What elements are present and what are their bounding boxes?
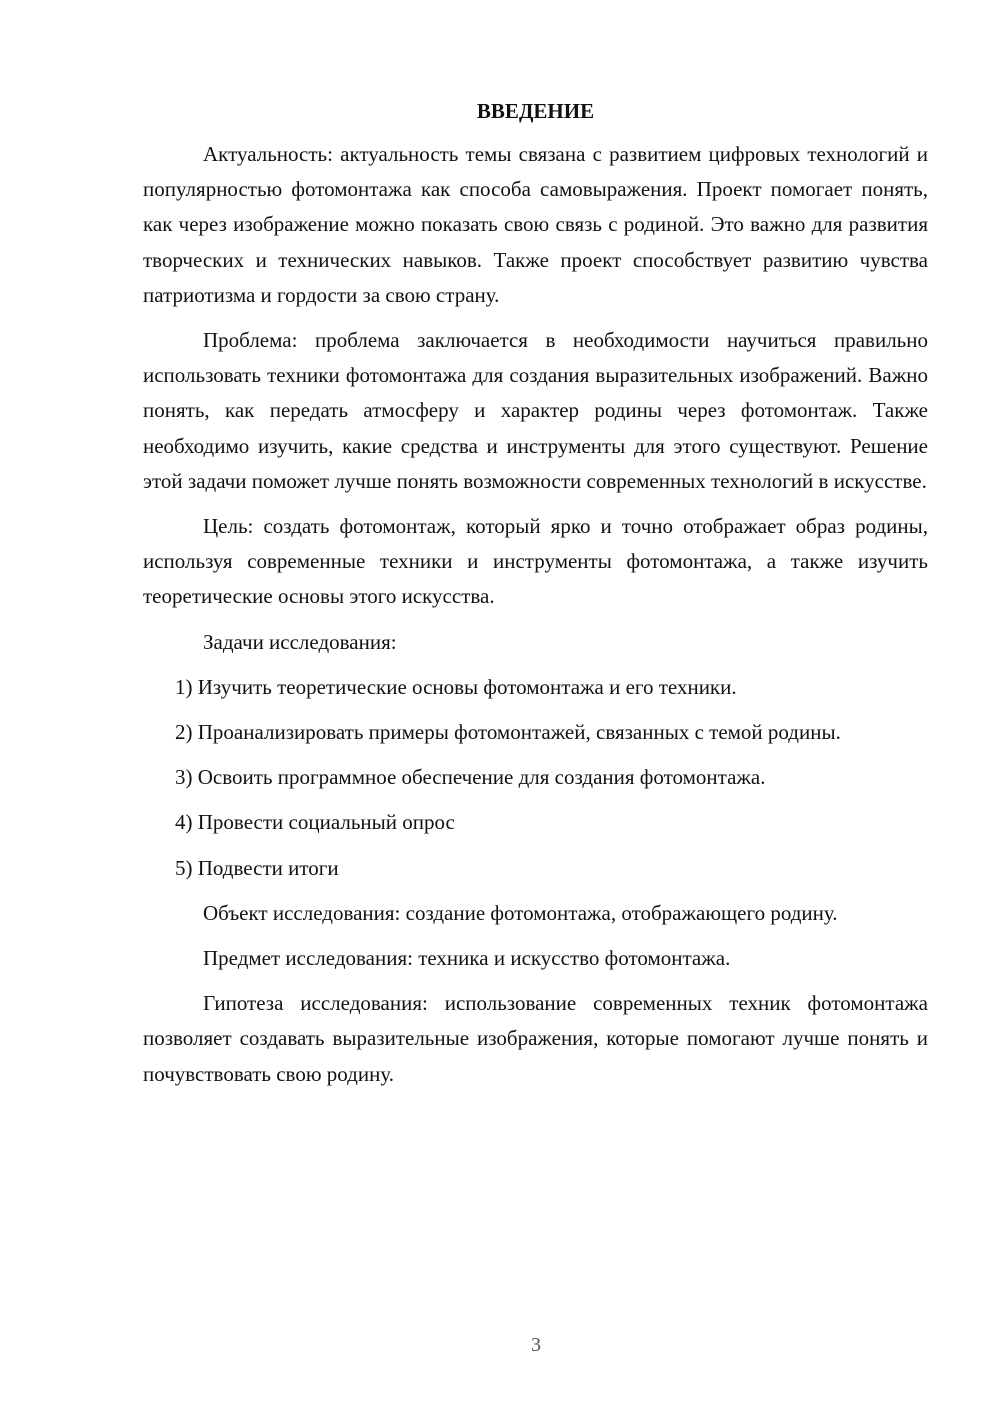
subject-paragraph: Предмет исследования: техника и искусство фотомонтажа. bbox=[203, 946, 731, 971]
task-item-1: 1) Изучить теоретические основы фотомонтажа и его техники. bbox=[175, 674, 737, 699]
page-number: 3 bbox=[531, 1334, 541, 1356]
task-item-4: 4) Провести социальный опрос bbox=[175, 810, 455, 835]
task-item-3: 3) Освоить программное обеспечение для создания фотомонтажа. bbox=[175, 765, 766, 790]
goal-paragraph: Цель: создать фотомонтаж, который ярко и точно отображает образ родины, используя современные техники и инструменты фотомонтажа, а также изучить теоретические основы этого искусства. bbox=[143, 514, 928, 609]
task-item-5: 5) Подвести итоги bbox=[175, 855, 339, 880]
page-title: ВВЕДЕНИЕ bbox=[476, 99, 595, 123]
tasks-heading: Задачи исследования: bbox=[203, 629, 397, 654]
task-item-2: 2) Проанализировать примеры фотомонтажей, связанных с темой родины. bbox=[175, 720, 841, 745]
hypothesis-paragraph: Гипотеза исследования: использование современных техник фотомонтажа позволяет создавать выразительные изображения, которые помогают лучше понять и почувствовать свою родину. bbox=[143, 991, 928, 1086]
object-paragraph: Объект исследования: создание фотомонтажа, отображающего родину. bbox=[203, 900, 838, 925]
page-content bbox=[143, 94, 928, 1102]
problem-paragraph: Проблема: проблема заключается в необходимости научиться правильно использовать техники фотомонтажа для создания выразительных изображений. Важно понять, как передать атмосферу и характер родины через фотомонтаж. Также необходимо изучить, какие средства и инструменты для этого существуют. Решение этой задачи поможет лучше понять возможности современных технологий в искусстве. bbox=[143, 328, 928, 493]
relevance-paragraph: Актуальность: актуальность темы связана с развитием цифровых технологий и популярностью фотомонтажа как способа самовыражения. Проект помогает понять, как через изображение можно показать свою связь с родиной. Это важно для развития творческих и технических навыков. Также проект способствует развитию чувства патриотизма и гордости за свою страну. bbox=[143, 142, 928, 307]
